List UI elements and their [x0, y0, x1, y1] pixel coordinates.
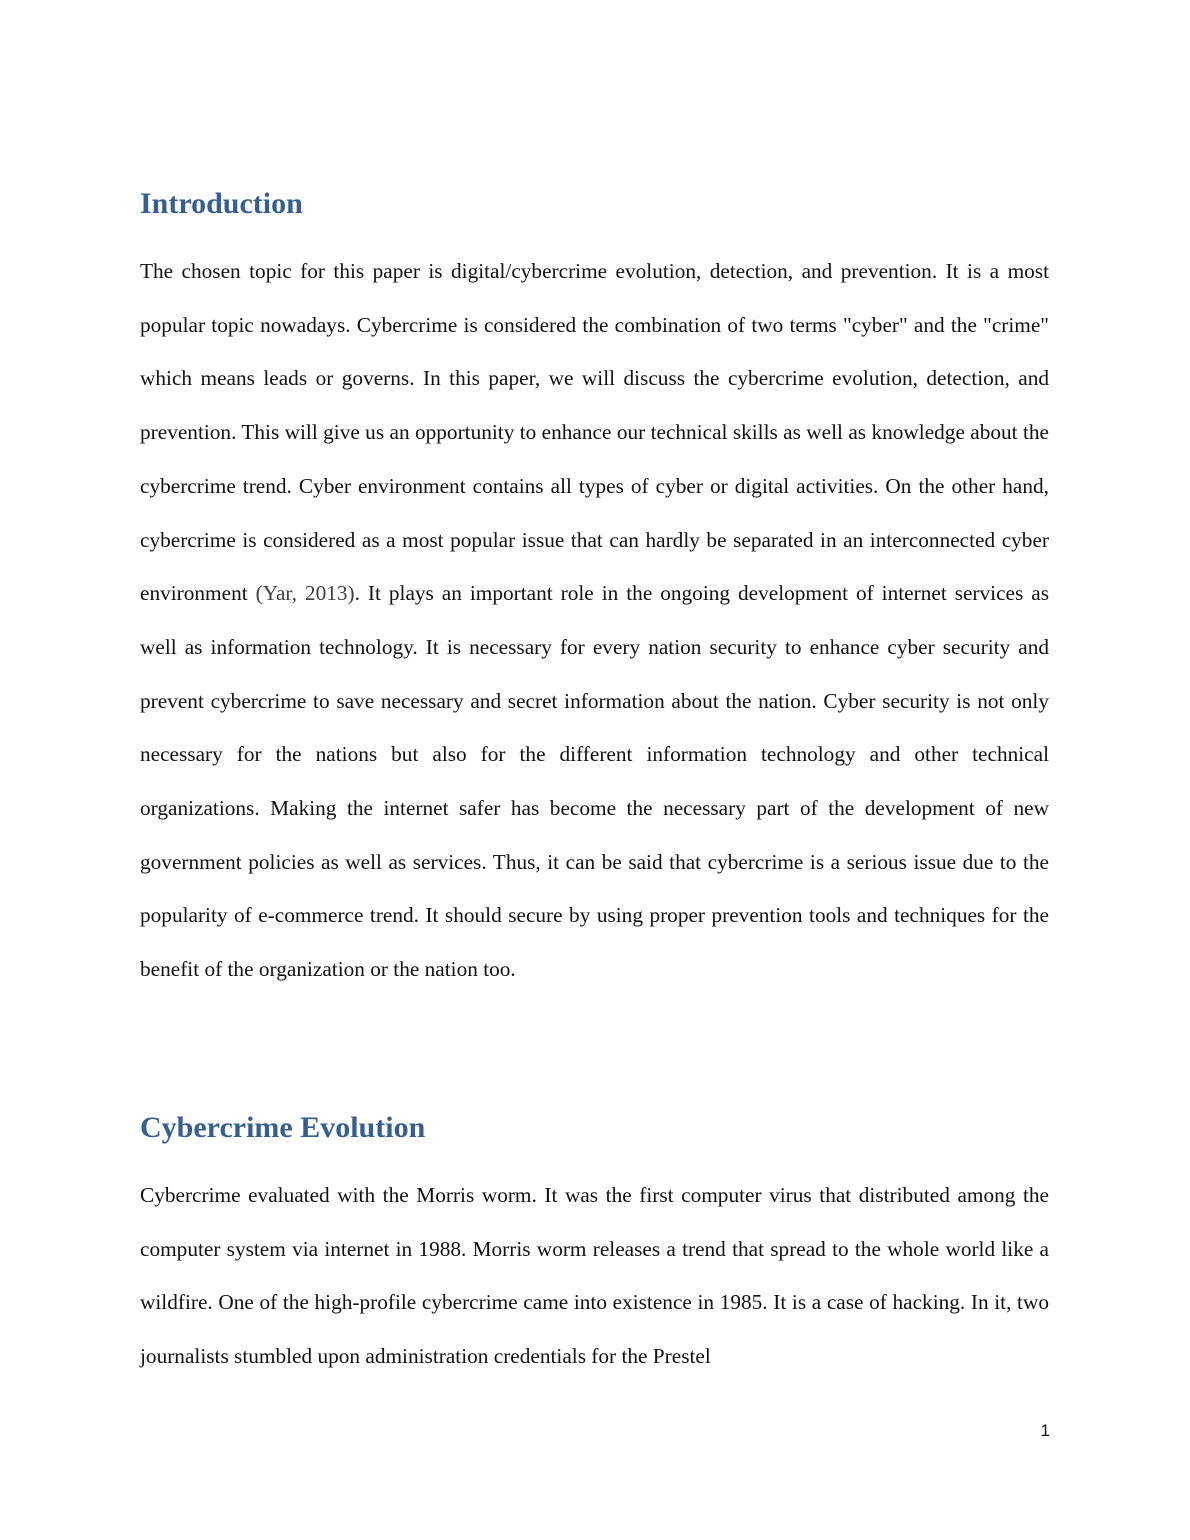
- page-number: 1: [1040, 1421, 1050, 1440]
- citation-yar-2013: (Yar, 2013): [255, 581, 355, 606]
- document-page: [140, 0, 1049, 1540]
- introduction-text-part-2: . It plays an important role in the ongoing development of internet services as well as information technology. It is necessary for every nation security to enhance cyber security and prevent cybercrime to save necessary and secret information about the nation. Cyber security is not only necessary for the nations but also for the different information technology and other technical organizations. Making the internet safer has become the necessary part of the development of new government policies as well as services. Thus, it can be said that cybercrime is a serious issue due to the popularity of e-commerce trend. It should secure by using proper prevention tools and techniques for the benefit of the organization or the nation too.: [140, 581, 1049, 982]
- cybercrime-evolution-heading: Cybercrime Evolution: [140, 1111, 426, 1144]
- cybercrime-evolution-paragraph: Cybercrime evaluated with the Morris worm. It was the first computer virus that distributed among the computer system via internet in 1988. Morris worm releases a trend that spread to the whole world like a wildfire. One of the high-profile cybercrime came into existence in 1985. It is a case of hacking. In it, two journalists stumbled upon administration credentials for the Prestel: [140, 1183, 1049, 1369]
- introduction-paragraph: [140, 245, 1049, 997]
- introduction-text-part-1: The chosen topic for this paper is digital/cybercrime evolution, detection, and prevention. It is a most popular topic nowadays. Cybercrime is considered the combination of two terms "cyber" and the "crime" which means leads or governs. In this paper, we will discuss the cybercrime evolution, detection, and prevention. This will give us an opportunity to enhance our technical skills as well as knowledge about the cybercrime trend. Cyber environment contains all types of cyber or digital activities. On the other hand, cybercrime is considered as a most popular issue that can hardly be separated in an interconnected cyber environment: [140, 259, 1049, 606]
- introduction-heading: Introduction: [140, 187, 303, 220]
